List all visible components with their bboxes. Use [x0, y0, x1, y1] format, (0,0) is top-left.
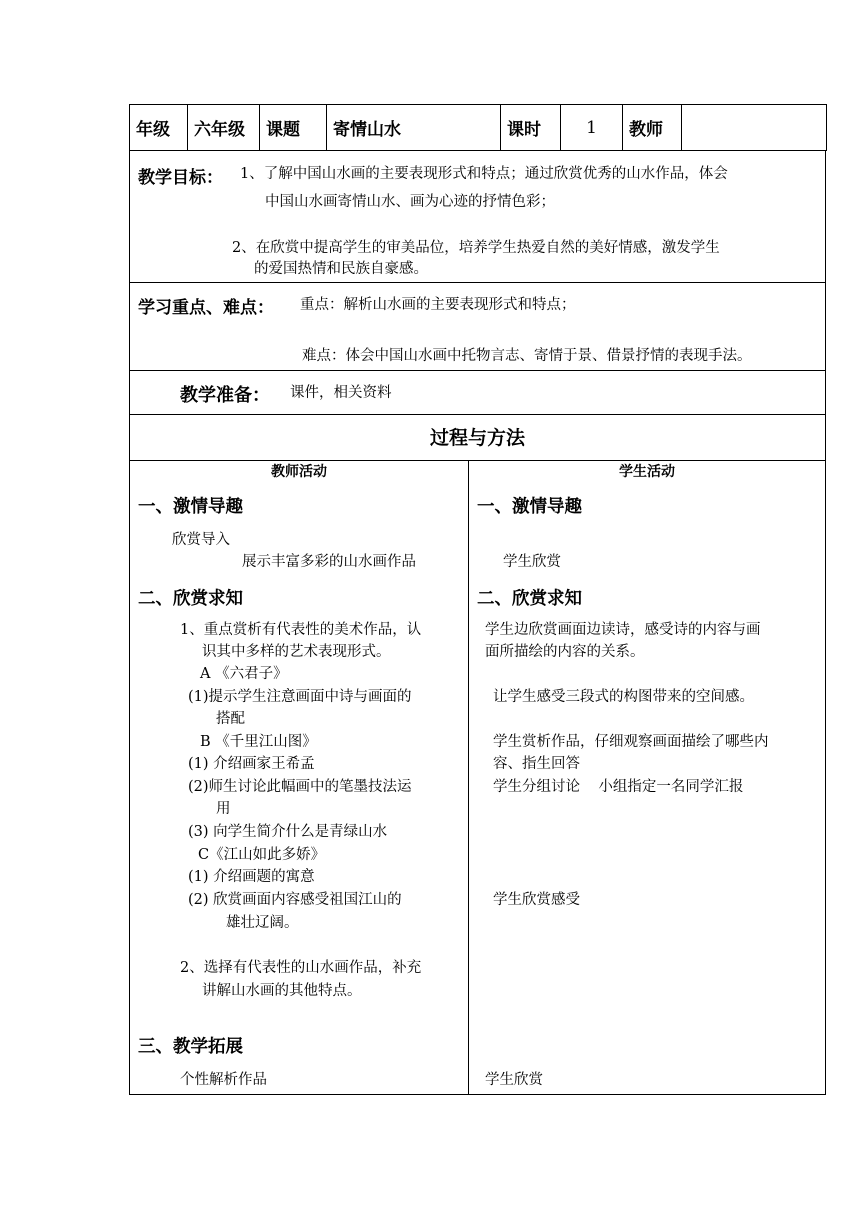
teacher-value	[682, 105, 827, 151]
teacher-line: 搭配	[216, 711, 245, 727]
student-line: 面所描绘的内容的关系。	[485, 644, 645, 660]
teacher-line: 个性解析作品	[180, 1072, 267, 1088]
topic-value: 寄情山水	[327, 105, 501, 151]
teacher-line: 欣赏导入	[172, 532, 230, 548]
teacher-section-3-title: 三、教学拓展	[138, 1037, 243, 1057]
teacher-line: 1、重点赏析有代表性的美术作品，认	[180, 622, 422, 638]
activity-columns	[129, 461, 826, 1095]
teacher-activities	[130, 461, 469, 1094]
goal-2-line-1: 2、在欣赏中提高学生的审美品位，培养学生热爱自然的美好情感，激发学生	[232, 240, 720, 256]
teacher-line: C《江山如此多娇》	[198, 847, 326, 863]
student-line: 学生分组讨论 小组指定一名同学汇报	[493, 779, 744, 795]
focus-label: 学习重点、难点：	[138, 298, 274, 318]
grade-value: 六年级	[188, 105, 260, 151]
teacher-line: (2)师生讨论此幅画中的笔墨技法运	[188, 779, 412, 795]
student-line: 学生欣赏	[485, 1072, 543, 1088]
teacher-section-2-title: 二、欣赏求知	[138, 589, 243, 609]
student-col-header: 学生活动	[619, 464, 675, 480]
teacher-line: B 《千里江山图》	[200, 734, 317, 750]
teacher-line: (2) 欣赏画面内容感受祖国江山的	[188, 892, 402, 908]
header-table	[129, 104, 827, 151]
topic-label: 课题	[260, 105, 327, 151]
student-line: 容、指生回答	[493, 756, 580, 772]
goals-label: 教学目标：	[138, 168, 223, 188]
teacher-line: (1) 介绍画家王希孟	[188, 756, 315, 772]
difficulty: 难点：体会中国山水画中托物言志、寄情于景、借景抒情的表现手法。	[302, 348, 752, 364]
student-line: 学生赏析作品，仔细观察画面描绘了哪些内	[493, 734, 769, 750]
goal-2-line-2: 的爱国热情和民族自豪感。	[254, 261, 428, 277]
teacher-line: (1)提示学生注意画面中诗与画面的	[188, 689, 412, 705]
teacher-line: A 《六君子》	[200, 666, 288, 682]
teacher-line: (3) 向学生简介什么是青绿山水	[188, 824, 388, 840]
process-title: 过程与方法	[129, 415, 826, 461]
student-line: 学生欣赏	[503, 554, 561, 570]
teacher-line: 雄壮辽阔。	[226, 915, 299, 931]
teaching-prep	[129, 371, 826, 415]
student-activities	[469, 461, 825, 1094]
key-point: 重点：解析山水画的主要表现形式和特点；	[300, 297, 576, 313]
student-section-1-title: 一、激情导趣	[477, 497, 582, 517]
teacher-line: 讲解山水画的其他特点。	[202, 983, 362, 999]
student-line: 让学生感受三段式的构图带来的空间感。	[493, 689, 754, 705]
period-value: 1	[561, 105, 623, 151]
period-label: 课时	[501, 105, 561, 151]
teacher-col-header: 教师活动	[271, 464, 327, 480]
teacher-line: 展示丰富多彩的山水画作品	[242, 554, 416, 570]
prep-label: 教学准备：	[180, 385, 270, 406]
key-points	[129, 283, 826, 371]
teaching-goals	[129, 151, 826, 283]
prep-value: 课件，相关资料	[290, 385, 392, 401]
teacher-line: 2、选择有代表性的山水画作品，补充	[180, 960, 422, 976]
teacher-section-1-title: 一、激情导趣	[138, 497, 243, 517]
student-line: 学生边欣赏画面边读诗，感受诗的内容与画	[485, 622, 761, 638]
student-section-2-title: 二、欣赏求知	[477, 589, 582, 609]
teacher-line: 识其中多样的艺术表现形式。	[202, 644, 391, 660]
teacher-line: (1) 介绍画题的寓意	[188, 869, 315, 885]
goal-1-line-2: 中国山水画寄情山水、画为心迹的抒情色彩；	[265, 194, 555, 210]
teacher-line: 用	[216, 801, 231, 817]
lesson-plan	[129, 104, 826, 1095]
teacher-label: 教师	[623, 105, 682, 151]
grade-label: 年级	[130, 105, 188, 151]
student-line: 学生欣赏感受	[493, 892, 580, 908]
goal-1-line-1: 1、了解中国山水画的主要表现形式和特点；通过欣赏优秀的山水作品，体会	[240, 166, 728, 182]
